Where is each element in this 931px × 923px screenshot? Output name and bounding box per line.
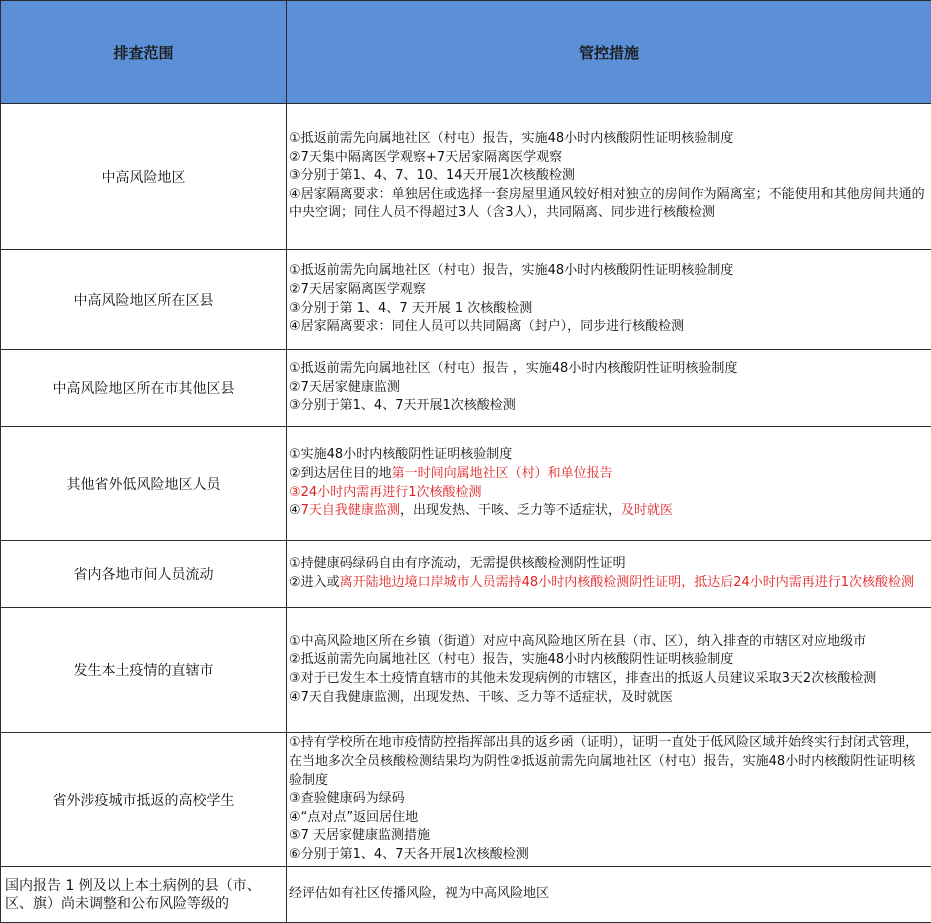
measure-line: ④7天自我健康监测，出现发热、干咳、乏力等不适症状，及时就医: [289, 689, 927, 708]
measure-text: ④: [289, 503, 301, 518]
measure-text: ②进入或: [289, 575, 340, 590]
measure-line: ①抵返前需先向属地社区（村屯）报告 ，实施48小时内核酸阴性证明核验制度: [289, 360, 927, 379]
highlight-text: 离开陆地边境口岸城市人员需持48小时内核酸检测阴性证明，抵达后24小时内需再进行1次核酸检测: [340, 575, 914, 590]
header-measures: 管控措施: [287, 1, 931, 104]
measure-line: ①实施48小时内核酸阴性证明核验制度: [289, 446, 927, 465]
scope-cell: 其他省外低风险地区人员: [1, 427, 287, 541]
measure-line: [289, 502, 927, 521]
measure-line: ⑤7 天居家健康监测措施: [289, 827, 927, 846]
measure-text: ，出现发热、干咳、乏力等不适症状，: [400, 503, 621, 518]
measure-line: ①抵返前需先向属地社区（村屯）报告，实施48小时内核酸阴性证明核验制度: [289, 262, 927, 281]
measure-line: [289, 465, 927, 484]
scope-cell: 国内报告 1 例及以上本土病例的县（市、区、旗）尚未调整和公布风险等级的: [1, 867, 287, 923]
measures-cell: [287, 541, 931, 608]
measures-cell: [287, 250, 931, 350]
measure-line: ⑥分别于第1、4、7天各开展1次核酸检测: [289, 846, 927, 865]
highlight-text: 及时就医: [621, 503, 673, 518]
measure-line: ③分别于第 1、4、7 天开展 1 次核酸检测: [289, 300, 927, 319]
measures-cell: [287, 104, 931, 250]
highlight-line: ③24小时内需再进行1次核酸检测: [289, 484, 927, 503]
table-row: [1, 733, 931, 867]
scope-cell: 中高风险地区所在区县: [1, 250, 287, 350]
table-row: [1, 867, 931, 923]
highlight-text: 7天自我健康监测: [301, 503, 400, 518]
measure-line: ①持健康码绿码自由有序流动，无需提供核酸检测阴性证明: [289, 555, 927, 574]
table-row: [1, 427, 931, 541]
scope-cell: 省外涉疫城市抵返的高校学生: [1, 733, 287, 867]
measure-line: ②7天居家健康监测: [289, 379, 927, 398]
measure-line: ①中高风险地区所在乡镇（街道）对应中高风险地区所在县（市、区），纳入排查的市辖区对应地级市: [289, 633, 927, 652]
highlight-text: 第一时间向属地社区（村）和单位报告: [392, 466, 613, 481]
measure-line: ④居家隔离要求：单独居住或选择一套房屋里通风较好相对独立的房间作为隔离室；不能使用和其他房间共通的中央空调；同住人员不得超过3人（含3人），共同隔离、同步进行核酸检测: [289, 186, 927, 223]
measure-text: ②到达居住目的地: [289, 466, 392, 481]
table-row: [1, 104, 931, 250]
measures-cell: [287, 350, 931, 427]
scope-cell: 省内各地市间人员流动: [1, 541, 287, 608]
measure-line: ②7天集中隔离医学观察+7天居家隔离医学观察: [289, 149, 927, 168]
measure-line: ①抵返前需先向属地社区（村屯）报告，实施48小时内核酸阴性证明核验制度: [289, 130, 927, 149]
scope-cell: 发生本土疫情的直辖市: [1, 608, 287, 733]
table-row: [1, 250, 931, 350]
header-row: [1, 1, 931, 104]
table-row: [1, 350, 931, 427]
measure-line: ③分别于第1、4、7天开展1次核酸检测: [289, 397, 927, 416]
table-row: [1, 541, 931, 608]
scope-cell: 中高风险地区所在市其他区县: [1, 350, 287, 427]
scope-cell: 中高风险地区: [1, 104, 287, 250]
measures-cell: [287, 867, 931, 923]
header-scope: 排查范围: [1, 1, 287, 104]
measures-cell: [287, 733, 931, 867]
measure-line: ④“点对点”返回居住地: [289, 809, 927, 828]
measure-line: ③对于已发生本土疫情直辖市的其他未发现病例的市辖区，排查出的抵返人员建议采取3天2次核酸检测: [289, 670, 927, 689]
measure-line: ②抵返前需先向属地社区（村屯）报告，实施48小时内核酸阴性证明核验制度: [289, 651, 927, 670]
measure-line: [289, 574, 927, 593]
measures-cell: [287, 608, 931, 733]
measures-cell: [287, 427, 931, 541]
table-row: [1, 608, 931, 733]
measure-line: ②7天居家隔离医学观察: [289, 281, 927, 300]
measure-line: ③分别于第1、4、7、10、14天开展1次核酸检测: [289, 167, 927, 186]
measure-line: ①持有学校所在地市疫情防控指挥部出具的返乡函（证明），证明一直处于低风险区域并始终实行封闭式管理，在当地多次全员核酸检测结果均为阴性②抵返前需先向属地社区（村屯）报告，实施48小时内核酸阴性证明核验制度: [289, 734, 927, 790]
measure-line: 经评估如有社区传播风险，视为中高风险地区: [289, 885, 927, 904]
measure-line: ④居家隔离要求：同住人员可以共同隔离（封户），同步进行核酸检测: [289, 318, 927, 337]
measure-line: ③查验健康码为绿码: [289, 790, 927, 809]
